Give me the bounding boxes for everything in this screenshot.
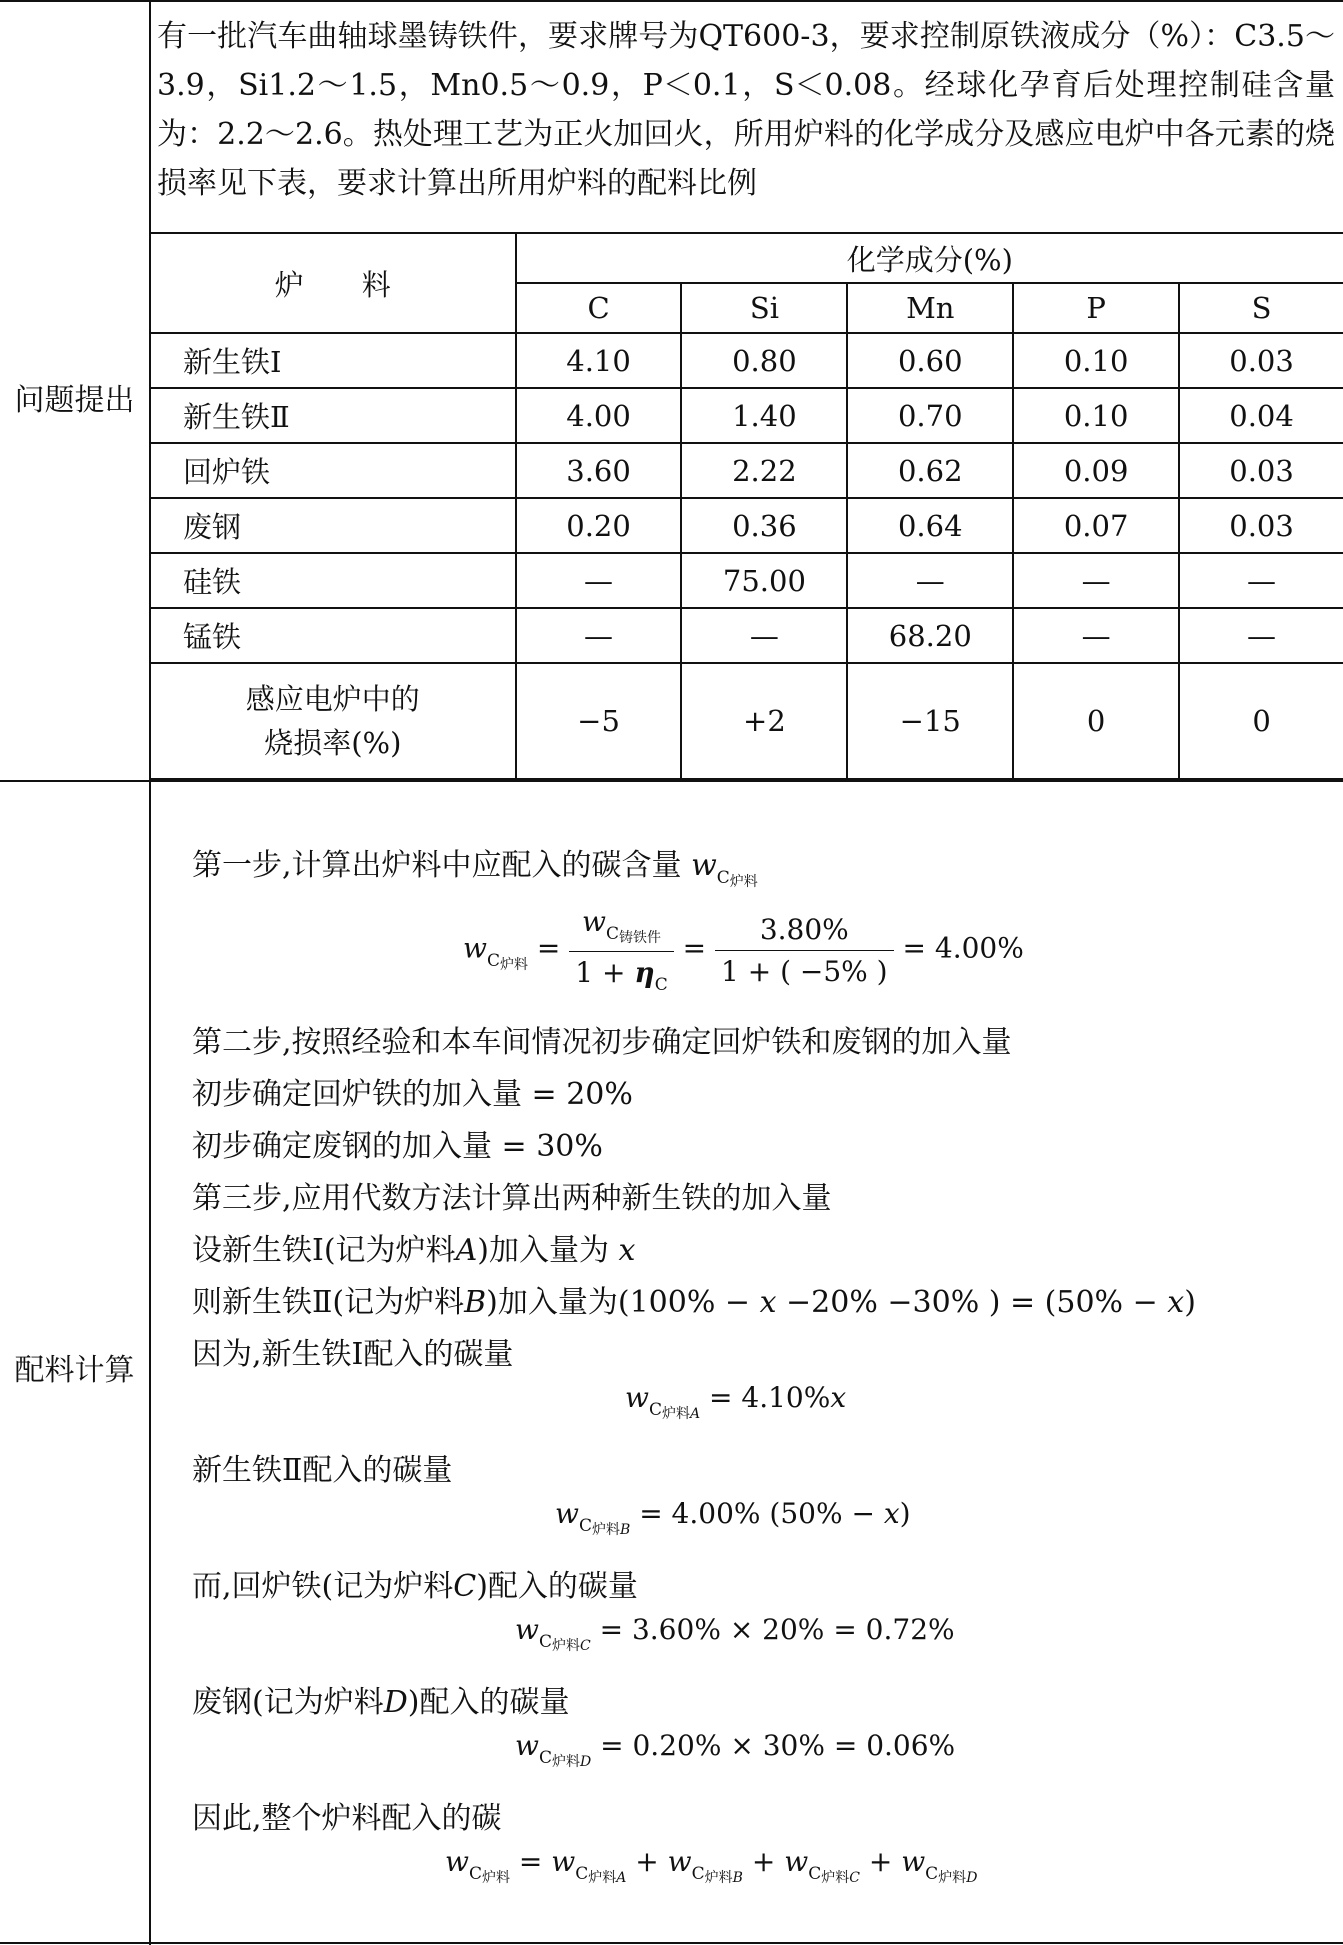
material-name: 硅铁: [150, 553, 516, 608]
fraction-2-numerator: 3.80%: [715, 913, 894, 951]
composition-value: 0.20: [516, 498, 682, 553]
composition-value: —: [1013, 608, 1179, 663]
furnace-subscript: 炉料: [938, 1870, 967, 1886]
c-label-symbol: C: [453, 1569, 477, 1604]
c-subscript: C: [691, 1864, 705, 1884]
furnace-subscript: 炉料: [481, 1870, 510, 1886]
equation-1-result: = 4.00%: [902, 931, 1024, 965]
d-symbol: D: [383, 1685, 408, 1720]
plus-sign: +: [751, 1845, 776, 1878]
material-row: [150, 553, 1343, 608]
fraction-1: [569, 905, 673, 995]
x-symbol: x: [759, 1285, 777, 1320]
fraction-2: [715, 913, 894, 988]
casting-subscript: 铸铁件: [618, 930, 661, 946]
composition-value: 4.10: [516, 333, 682, 388]
set-b-end: ): [1184, 1285, 1196, 1320]
composition-value: 0.03: [1179, 443, 1343, 498]
b-symbol: B: [464, 1285, 487, 1320]
composition-value: 0.09: [1013, 443, 1179, 498]
composition-value: —: [1179, 608, 1343, 663]
top-border: [0, 0, 1343, 2]
calc-section-label: 配料计算: [14, 1353, 135, 1388]
composition-value: 0.36: [681, 498, 847, 553]
x-symbol: x: [618, 1233, 636, 1268]
x-symbol: x: [830, 1381, 847, 1414]
c-subscript: C: [538, 1632, 552, 1652]
c-subscript: C: [486, 950, 500, 971]
composition-value: —: [1179, 553, 1343, 608]
material-name: 锰铁: [150, 608, 516, 663]
material-column-header: 炉 料: [150, 233, 516, 333]
material-composition-table: [149, 232, 1343, 780]
step3-line: 第三步,应用代数方法计算出两种新生铁的加入量: [192, 1181, 832, 1216]
new-b-line: 新生铁Ⅱ配入的碳量: [192, 1453, 453, 1488]
step1-line: [192, 840, 758, 891]
composition-value: 0.64: [847, 498, 1013, 553]
step1-text: 第一步,计算出炉料中应配入的碳含量: [192, 848, 682, 883]
step2-line: 第二步,按照经验和本车间情况初步确定回炉铁和废钢的加入量: [192, 1025, 1012, 1060]
composition-value: 0.80: [681, 333, 847, 388]
set-b-line: [192, 1277, 1196, 1321]
a-symbol: A: [455, 1233, 478, 1268]
composition-value: 0.70: [847, 388, 1013, 443]
furnace-subscript: 炉料: [591, 1522, 620, 1538]
c-subscript: C: [648, 1400, 662, 1420]
set-b-mid2: −20% −30% ) = (50% −: [786, 1285, 1158, 1320]
d-symbol: D: [579, 1754, 592, 1770]
c-subscript: C: [538, 1748, 552, 1768]
plus-sign: +: [635, 1845, 659, 1878]
burn-loss-mn: −15: [847, 663, 1013, 779]
element-header-c: C: [516, 283, 682, 333]
w-symbol: w: [582, 905, 606, 938]
element-header-si: Si: [681, 283, 847, 333]
fraction-2-denominator: 1 + ( −5% ): [721, 954, 888, 988]
composition-value: 3.60: [516, 443, 682, 498]
composition-header: 化学成分(%): [516, 233, 1343, 283]
w-symbol: w: [551, 1845, 576, 1878]
equation-1: [463, 905, 1024, 995]
set-a-post: )加入量为: [477, 1233, 609, 1268]
set-b-pre: 则新生铁Ⅱ(记为炉料: [192, 1285, 465, 1320]
problem-section-label: 问题提出: [14, 383, 135, 418]
composition-value: 4.00: [516, 388, 682, 443]
material-row: [150, 333, 1343, 388]
w-symbol: w: [667, 1845, 692, 1878]
material-row: [150, 388, 1343, 443]
burn-loss-si: +2: [681, 663, 847, 779]
w-symbol: w: [445, 1845, 469, 1878]
bottom-border: [0, 1942, 1343, 1944]
composition-value: 0.60: [847, 333, 1013, 388]
equation-d: [515, 1729, 955, 1771]
w-symbol: w: [463, 931, 487, 965]
scrap-steel-line: [192, 1677, 570, 1721]
composition-value: 0.10: [1013, 388, 1179, 443]
c-subscript: C: [925, 1864, 939, 1884]
set-b-mid: )加入量为(100% −: [486, 1285, 751, 1320]
element-header-p: P: [1013, 283, 1179, 333]
eq-sign: =: [536, 931, 561, 965]
burn-loss-c: −5: [516, 663, 682, 779]
material-row: [150, 443, 1343, 498]
w-symbol: w: [625, 1381, 649, 1414]
equation-d-rhs: = 0.20% × 30% = 0.06%: [600, 1729, 956, 1762]
equation-b-end: ): [899, 1497, 911, 1530]
composition-value: 0.03: [1179, 333, 1343, 388]
b-symbol: B: [619, 1522, 631, 1538]
one-plus: 1 +: [575, 956, 635, 989]
scrap-steel-amount: 初步确定废钢的加入量 = 30%: [192, 1129, 603, 1164]
element-header-s: S: [1179, 283, 1343, 333]
eta-symbol: η: [634, 956, 655, 989]
composition-value: —: [1013, 553, 1179, 608]
d-symbol: D: [966, 1870, 978, 1886]
total-line: 因此,整个炉料配入的碳: [192, 1801, 502, 1836]
material-row: [150, 498, 1343, 553]
composition-value: 0.10: [1013, 333, 1179, 388]
burn-loss-p: 0: [1013, 663, 1179, 779]
burn-loss-label: [150, 663, 516, 779]
equation-b: [555, 1497, 911, 1539]
burn-loss-row: [150, 663, 1343, 779]
eq-sign: =: [682, 931, 707, 965]
a-symbol: A: [689, 1406, 701, 1422]
material-name: 废钢: [150, 498, 516, 553]
set-d-post: )配入的碳量: [407, 1685, 570, 1720]
return-iron-line: [192, 1561, 638, 1605]
material-rows: [150, 333, 1343, 663]
c-label-symbol: C: [849, 1870, 860, 1886]
furnace-subscript: 炉料: [661, 1406, 690, 1422]
composition-value: 0.03: [1179, 498, 1343, 553]
equation-c-rhs: = 3.60% × 20% = 0.72%: [599, 1613, 955, 1646]
composition-value: 0.07: [1013, 498, 1179, 553]
composition-value: 75.00: [681, 553, 847, 608]
material-name: 回炉铁: [150, 443, 516, 498]
composition-value: 0.04: [1179, 388, 1343, 443]
c-subscript: C: [808, 1864, 822, 1884]
c-label-symbol: C: [579, 1638, 591, 1654]
x-symbol: x: [1167, 1285, 1185, 1320]
set-a-line: [192, 1225, 635, 1269]
equation-a: [625, 1381, 846, 1423]
composition-value: 0.62: [847, 443, 1013, 498]
c-subscript: C: [716, 868, 730, 888]
section-divider: [0, 780, 1343, 782]
c-subscript: C: [468, 1864, 482, 1884]
furnace-subscript: 炉料: [588, 1870, 617, 1886]
c-subscript: C: [575, 1864, 589, 1884]
furnace-subscript: 炉料: [551, 1638, 580, 1654]
w-symbol: w: [691, 848, 717, 883]
c-subscript: C: [605, 924, 619, 944]
set-c-post: )配入的碳量: [476, 1569, 638, 1604]
b-symbol: B: [732, 1870, 743, 1886]
composition-value: —: [681, 608, 847, 663]
composition-value: —: [516, 553, 682, 608]
c-subscript: C: [578, 1516, 592, 1536]
composition-value: —: [516, 608, 682, 663]
w-symbol: w: [784, 1845, 809, 1878]
furnace-subscript: 炉料: [551, 1754, 580, 1770]
w-symbol: w: [515, 1613, 539, 1646]
eq-sign: =: [518, 1845, 543, 1878]
plus-sign: +: [868, 1845, 893, 1878]
composition-value: —: [847, 553, 1013, 608]
material-name: 新生铁Ⅱ: [150, 388, 516, 443]
equation-total: [445, 1845, 977, 1887]
furnace-subscript: 炉料: [499, 956, 528, 973]
element-header-mn: Mn: [847, 283, 1013, 333]
furnace-subscript: 炉料: [821, 1870, 850, 1886]
material-row: [150, 608, 1343, 663]
set-a-pre: 设新生铁Ⅰ(记为炉料: [192, 1233, 456, 1268]
w-symbol: w: [901, 1845, 926, 1878]
composition-value: 2.22: [681, 443, 847, 498]
because-line: 因为,新生铁Ⅰ配入的碳量: [192, 1337, 514, 1372]
furnace-subscript: 炉料: [704, 1870, 733, 1886]
furnace-subscript: 炉料: [729, 874, 758, 890]
composition-value: 1.40: [681, 388, 847, 443]
set-d-pre: 废钢(记为炉料: [192, 1685, 384, 1720]
w-symbol: w: [555, 1497, 579, 1530]
return-iron-amount: 初步确定回炉铁的加入量 = 20%: [192, 1077, 633, 1112]
burn-loss-label-line2: 烧损率(%): [264, 726, 402, 760]
x-symbol: x: [883, 1497, 900, 1530]
material-name: 新生铁Ⅰ: [150, 333, 516, 388]
c-subscript: C: [654, 975, 668, 995]
equation-a-rhs: = 4.10%: [709, 1381, 831, 1414]
equation-b-rhs: = 4.00% (50% −: [639, 1497, 875, 1530]
equation-c: [515, 1613, 955, 1655]
w-symbol: w: [515, 1729, 539, 1762]
a-symbol: A: [616, 1870, 627, 1886]
set-c-pre: 而,回炉铁(记为炉料: [192, 1569, 454, 1604]
composition-value: 68.20: [847, 608, 1013, 663]
burn-loss-label-line1: 感应电炉中的: [245, 682, 420, 716]
problem-statement: 有一批汽车曲轴球墨铸铁件，要求牌号为QT600-3，要求控制原铁液成分（%）：C3.5～3.9，Si1.2～1.5，Mn0.5～0.9，P＜0.1，S＜0.08。经球化孕育后处理控制硅含量为：2.2～2.6。热处理工艺为正火加回火，所用炉料的化学成分及感应电炉中各元素的烧损率见下表，要求计算出所用炉料的配料比例: [157, 19, 1335, 201]
burn-loss-s: 0: [1179, 663, 1343, 779]
